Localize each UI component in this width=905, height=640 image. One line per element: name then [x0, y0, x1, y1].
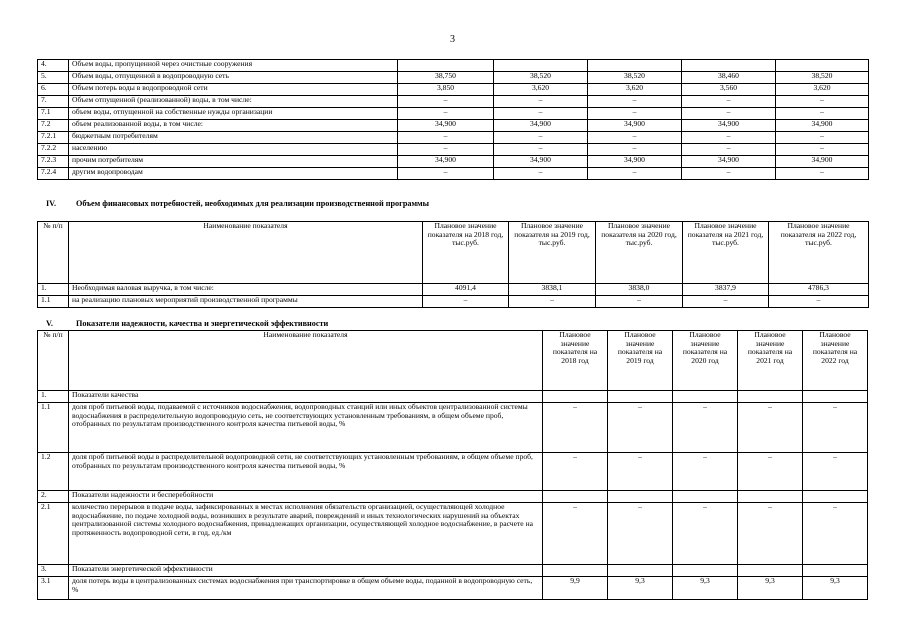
row-name: населению — [69, 144, 398, 156]
table-row — [38, 84, 869, 96]
row-number: 1.1 — [38, 296, 69, 308]
row-value: – — [683, 296, 769, 308]
header-col-2018: Плановое значение показателя на 2018 год — [543, 331, 608, 391]
row-value: – — [682, 168, 776, 180]
row-value: 34,900 — [494, 156, 588, 168]
row-value: 3837,9 — [683, 284, 769, 296]
page-number: 3 — [450, 34, 455, 45]
row-value — [398, 60, 494, 72]
table-row — [38, 108, 869, 120]
row-value: 3,620 — [776, 84, 869, 96]
row-number: 6. — [38, 84, 69, 96]
header-col-2018: Плановое значение показателя на 2018 год, тыс.руб. — [423, 222, 509, 284]
row-name: Объем воды, пропущенной через очистные сооружения — [69, 60, 398, 72]
header-col-2022: Плановое значение показателя на 2022 год, тыс.руб. — [769, 222, 869, 284]
header-col-2021: Плановое значение показателя на 2021 год, тыс.руб. — [683, 222, 769, 284]
table-row — [38, 168, 869, 180]
row-value: 34,900 — [398, 156, 494, 168]
row-name: на реализацию плановых мероприятий производственной программы — [69, 296, 423, 308]
row-name: количество перерывов в подаче воды, зафиксированных в местах исполнения обязательств организацией, осуществляющей холодное водоснабжение, по подаче холодной воды, возникших в результате аварий, повреждений и иных технологических нарушений на объектах централизованной системы холодного водоснабжения, принадлежащих организации, осуществляющей холодное водоснабжение, в расчете на протяженность водопроводной сети, в год, ед./км — [69, 503, 543, 565]
row-value — [673, 391, 738, 403]
reliability-indicators-table — [37, 330, 868, 600]
row-name: другим водопроводам — [69, 168, 398, 180]
row-value: – — [738, 403, 803, 453]
row-value: 38,520 — [588, 72, 682, 84]
row-value: – — [776, 132, 869, 144]
row-value: – — [682, 144, 776, 156]
row-value: 34,900 — [588, 156, 682, 168]
row-value: 34,900 — [682, 120, 776, 132]
row-number: 7.2.3 — [38, 156, 69, 168]
row-value: – — [543, 403, 608, 453]
row-value: 9,3 — [803, 577, 868, 600]
row-value: – — [494, 144, 588, 156]
table-row — [38, 96, 869, 108]
table-row — [38, 577, 868, 600]
row-value: – — [398, 168, 494, 180]
row-value — [776, 60, 869, 72]
table-row — [38, 60, 869, 72]
row-value — [803, 565, 868, 577]
financial-table-header — [38, 222, 869, 284]
row-name: Объем воды, отпущенной в водопроводную сеть — [69, 72, 398, 84]
table-row — [38, 403, 868, 453]
header-col-2021: Плановое значение показателя на 2021 год — [738, 331, 803, 391]
row-value: – — [776, 168, 869, 180]
row-name: объем воды, отпущенной на собственные нужды организации — [69, 108, 398, 120]
row-value: 4091,4 — [423, 284, 509, 296]
row-value: – — [682, 96, 776, 108]
row-value: 3838,1 — [509, 284, 596, 296]
row-value: – — [682, 108, 776, 120]
row-value: – — [608, 403, 673, 453]
row-number: 3.1 — [38, 577, 69, 600]
row-value: 38,520 — [494, 72, 588, 84]
row-value: 34,900 — [776, 156, 869, 168]
header-num: № п/п — [38, 331, 69, 391]
row-value — [803, 391, 868, 403]
row-name: Объем отпущенной (реализованной) воды, в том числе: — [69, 96, 398, 108]
table-row — [38, 503, 868, 565]
header-col-2022: Плановое значение показателя на 2022 год — [803, 331, 868, 391]
financial-needs-table — [37, 221, 869, 308]
row-number: 7.2.1 — [38, 132, 69, 144]
water-volume-table — [37, 59, 869, 180]
row-value: 34,900 — [776, 120, 869, 132]
row-value: – — [596, 296, 683, 308]
row-value: 4786,3 — [769, 284, 869, 296]
row-number: 1. — [38, 391, 69, 403]
row-value: 9,3 — [608, 577, 673, 600]
row-value — [543, 491, 608, 503]
row-value — [608, 565, 673, 577]
section4-number: IV. — [46, 199, 57, 208]
table-row — [38, 284, 869, 296]
row-number: 4. — [38, 60, 69, 72]
row-value: – — [588, 168, 682, 180]
row-value: 38,460 — [682, 72, 776, 84]
row-value: 34,900 — [398, 120, 494, 132]
table-row — [38, 491, 868, 503]
row-number: 7.2.4 — [38, 168, 69, 180]
row-value: – — [509, 296, 596, 308]
row-value: – — [776, 108, 869, 120]
row-name: доля проб питьевой воды, подаваемой с источников водоснабжения, водопроводных станций или иных объектов централизованной системы водоснабжения в распределительную водопроводную сеть, не соответствующих установленным требованиям, в общем объеме проб, отобранных по результатам производственного контроля качества питьевой воды, % — [69, 403, 543, 453]
row-value — [543, 391, 608, 403]
header-col-2019: Плановое значение показателя на 2019 год — [608, 331, 673, 391]
row-name: Показатели энергетической эффективности — [69, 565, 543, 577]
row-value — [608, 391, 673, 403]
row-name: доля проб питьевой воды в распределительной водопроводной сети, не соответствующих установленным требованиям, в общем объеме проб, отобранных по результатам производственного контроля качества питьевой воды, % — [69, 453, 543, 491]
row-name: Объем потерь воды в водопроводной сети — [69, 84, 398, 96]
table-row — [38, 156, 869, 168]
table-row — [38, 72, 869, 84]
table-row — [38, 132, 869, 144]
indicators-table-header — [38, 331, 868, 391]
section5-title: Показатели надежности, качества и энергетической эффективности — [76, 319, 329, 328]
row-value: – — [673, 503, 738, 565]
table-row — [38, 120, 869, 132]
row-number: 1. — [38, 284, 69, 296]
table-row — [38, 453, 868, 491]
row-value: – — [494, 132, 588, 144]
row-value — [682, 60, 776, 72]
section4-title: Объем финансовых потребностей, необходимых для реализации производственной программы — [76, 199, 430, 208]
row-value — [803, 491, 868, 503]
row-value: – — [682, 132, 776, 144]
row-value — [543, 565, 608, 577]
row-value: – — [588, 144, 682, 156]
row-value: – — [398, 108, 494, 120]
row-value — [588, 60, 682, 72]
row-value: – — [776, 144, 869, 156]
row-value: 34,900 — [682, 156, 776, 168]
row-value: – — [803, 503, 868, 565]
row-value: 9,3 — [673, 577, 738, 600]
row-name: бюджетным потребителям — [69, 132, 398, 144]
row-value: – — [673, 453, 738, 491]
row-value: – — [738, 503, 803, 565]
row-value: 3,850 — [398, 84, 494, 96]
row-value: – — [588, 108, 682, 120]
row-value: 9,3 — [738, 577, 803, 600]
row-number: 1.2 — [38, 453, 69, 491]
row-name: Показатели надежности и бесперебойности — [69, 491, 543, 503]
row-number: 7.1 — [38, 108, 69, 120]
row-name: прочим потребителям — [69, 156, 398, 168]
row-value — [738, 391, 803, 403]
row-value: 38,750 — [398, 72, 494, 84]
header-name: Наименование показателя — [69, 222, 423, 284]
row-value: – — [494, 108, 588, 120]
table-row — [38, 391, 868, 403]
row-value: 3838,0 — [596, 284, 683, 296]
row-value: – — [738, 453, 803, 491]
table-row — [38, 144, 869, 156]
row-value: – — [588, 96, 682, 108]
row-value: – — [543, 503, 608, 565]
row-value: – — [423, 296, 509, 308]
row-value — [608, 491, 673, 503]
row-value: 9,9 — [543, 577, 608, 600]
header-num: № п/п — [38, 222, 69, 284]
row-number: 2. — [38, 491, 69, 503]
row-value: – — [398, 96, 494, 108]
row-name: доля потерь воды в централизованных системах водоснабжения при транспортировке в общем объеме воды, поданной в водопроводную сеть, % — [69, 577, 543, 600]
row-value: – — [494, 96, 588, 108]
row-value — [738, 565, 803, 577]
row-value: 3,560 — [682, 84, 776, 96]
row-value: 3,620 — [588, 84, 682, 96]
header-name: Наименование показателя — [69, 331, 543, 391]
row-name: Показатели качества — [69, 391, 543, 403]
row-value: – — [588, 132, 682, 144]
row-number: 7.2.2 — [38, 144, 69, 156]
row-number: 7.2 — [38, 120, 69, 132]
row-value — [494, 60, 588, 72]
row-value: – — [398, 132, 494, 144]
row-value: – — [776, 96, 869, 108]
header-col-2020: Плановое значение показателя на 2020 год, тыс.руб. — [596, 222, 683, 284]
row-value: – — [398, 144, 494, 156]
row-number: 3. — [38, 565, 69, 577]
row-value — [673, 565, 738, 577]
row-value: 3,620 — [494, 84, 588, 96]
row-value: 38,520 — [776, 72, 869, 84]
row-value: – — [494, 168, 588, 180]
row-value — [673, 491, 738, 503]
row-value: – — [608, 503, 673, 565]
row-number: 1.1 — [38, 403, 69, 453]
row-value: – — [803, 403, 868, 453]
row-number: 2.1 — [38, 503, 69, 565]
row-number: 5. — [38, 72, 69, 84]
row-value — [738, 491, 803, 503]
row-value: – — [673, 403, 738, 453]
row-number: 7. — [38, 96, 69, 108]
row-value: 34,900 — [494, 120, 588, 132]
section5-number: V. — [46, 319, 53, 328]
row-value: – — [769, 296, 869, 308]
row-value: 34,900 — [588, 120, 682, 132]
table-row — [38, 296, 869, 308]
row-name: объем реализованной воды, в том числе: — [69, 120, 398, 132]
row-name: Необходимая валовая выручка, в том числе: — [69, 284, 423, 296]
row-value: – — [543, 453, 608, 491]
header-col-2020: Плановое значение показателя на 2020 год — [673, 331, 738, 391]
header-col-2019: Плановое значение показателя на 2019 год, тыс.руб. — [509, 222, 596, 284]
row-value: – — [608, 453, 673, 491]
row-value: – — [803, 453, 868, 491]
table-row — [38, 565, 868, 577]
